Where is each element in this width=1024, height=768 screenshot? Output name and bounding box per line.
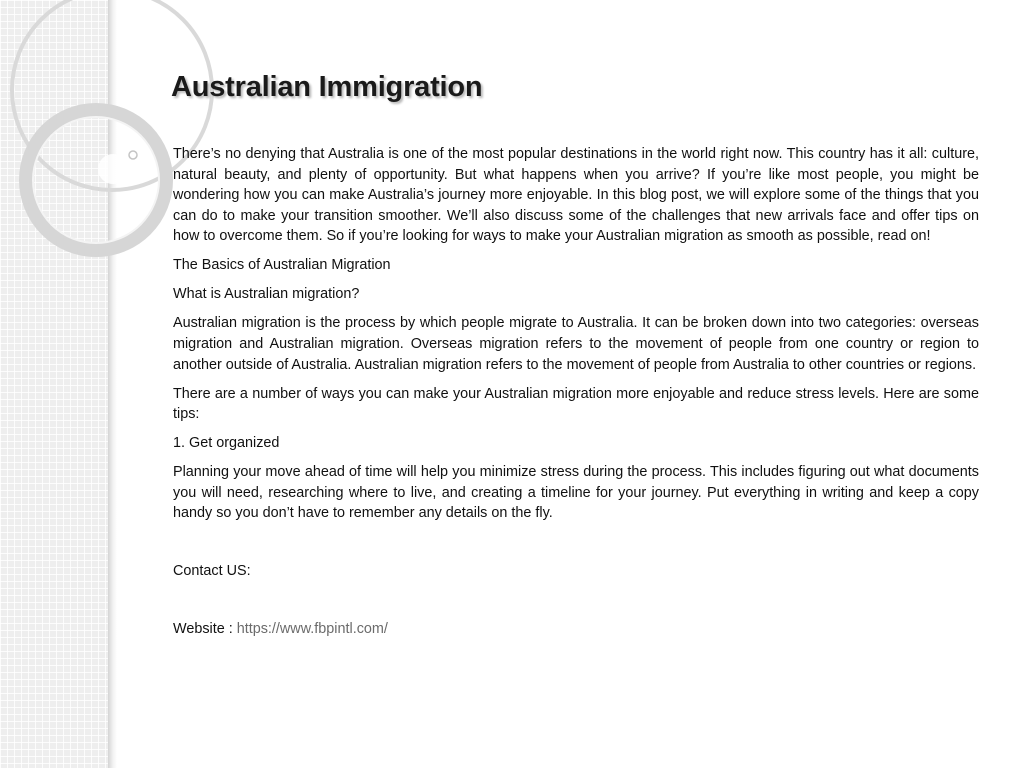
page-title: Australian Immigration — [171, 71, 483, 103]
tip-heading: 1. Get organized — [173, 435, 280, 452]
tip-paragraph: Planning your move ahead of time will help you minimize stress during the process. This includes figuring out what documents you will need, researching where to live, and creating a timeline for your journey. Put everything in writing and keep a copy handy so you don’t have to remember any details on the fly. — [173, 464, 979, 522]
spacer — [173, 590, 979, 619]
website-label: Website : — [173, 621, 237, 638]
website-line — [173, 619, 979, 640]
question-line: What is Australian migration? — [173, 286, 360, 303]
section-heading: The Basics of Australian Migration — [173, 257, 391, 274]
glow-dot — [98, 154, 128, 184]
small-bullet-ring — [129, 151, 137, 159]
intro-paragraph: There’s no denying that Australia is one of the most popular destinations in the world right now. This country has it all: culture, natural beauty, and plenty of opportunity. But what happens when you arrive? If you’re like most people, you might be wondering how you can make Australia’s journey more enjoyable. In this blog post, we will explore some of the things that you can do to make your transition smoother. We’ll also discuss some of the challenges that new arrivals face and offer tips on how to overcome them. So if you’re looking for ways to make your Australian migration as smooth as possible, read on! — [173, 146, 979, 245]
inner-ring-highlight — [33, 117, 159, 243]
decorative-circles — [0, 0, 160, 300]
spacer — [173, 532, 979, 561]
contact-label: Contact US: — [173, 563, 251, 580]
definition-paragraph: Australian migration is the process by which people migrate to Australia. It can be broken down into two categories: overseas migration and Australian migration. Overseas migration refers to the movement of people from one country or region to another outside of Australia. Australian migration refers to the movement of people from Australia to other countries or regions. — [173, 315, 979, 373]
website-link[interactable]: https://www.fbpintl.com/ — [236, 621, 388, 638]
body-text — [173, 144, 979, 648]
inner-ring — [26, 110, 166, 250]
tips-intro-paragraph: There are a number of ways you can make your Australian migration more enjoyable and reduce stress levels. Here are some tips: — [173, 385, 979, 423]
